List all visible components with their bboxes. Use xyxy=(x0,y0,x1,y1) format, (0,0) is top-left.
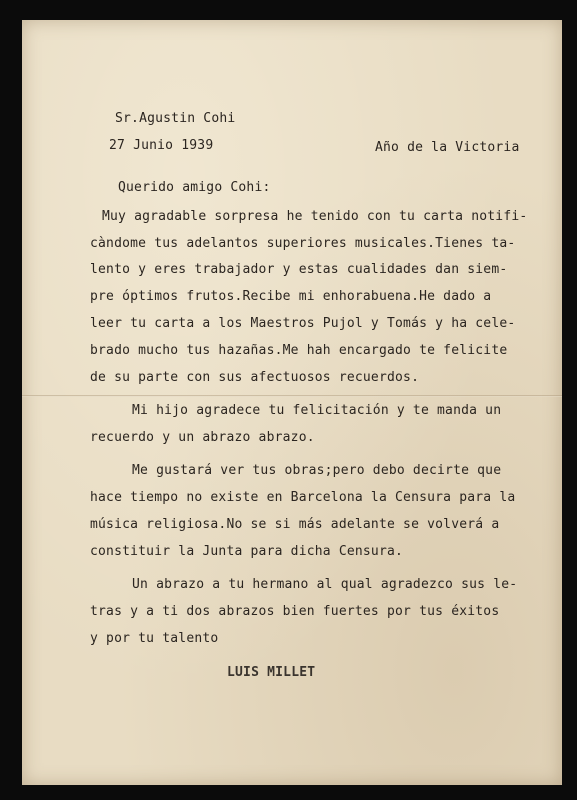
body-line: càndome tus adelantos superiores musicales.Tienes ta- xyxy=(90,236,516,251)
body-line: lento y eres trabajador y estas cualidades dan siem- xyxy=(90,262,508,277)
recipient-line: Sr.Agustin Cohi xyxy=(115,111,236,126)
body-line: Mi hijo agradece tu felicitación y te manda un xyxy=(132,403,502,418)
body-line: hace tiempo no existe en Barcelona la Censura para la xyxy=(90,490,516,505)
letter-date: 27 Junio 1939 xyxy=(109,138,214,153)
letter-page xyxy=(22,20,562,785)
body-line: tras y a ti dos abrazos bien fuertes por tus éxitos xyxy=(90,604,500,619)
body-line: Un abrazo a tu hermano al qual agradezco sus le- xyxy=(132,577,518,592)
body-line: pre óptimos frutos.Recibe mi enhorabuena.He dado a xyxy=(90,289,492,304)
body-line: constituir la Junta para dicha Censura. xyxy=(90,544,404,559)
signature: LUIS MILLET xyxy=(227,665,316,680)
body-line: Muy agradable sorpresa he tenido con tu carta notifi- xyxy=(102,209,528,224)
salutation: Querido amigo Cohi: xyxy=(118,180,271,195)
year-motto: Año de la Victoria xyxy=(375,140,520,155)
body-line: y por tu talento xyxy=(90,631,219,646)
body-line: brado mucho tus hazañas.Me hah encargado te felicite xyxy=(90,343,508,358)
body-line: Me gustará ver tus obras;pero debo decirte que xyxy=(132,463,502,478)
body-line: música religiosa.No se si más adelante se volverá a xyxy=(90,517,500,532)
body-line: recuerdo y un abrazo abrazo. xyxy=(90,430,315,445)
body-line: leer tu carta a los Maestros Pujol y Tomás y ha cele- xyxy=(90,316,516,331)
paper-fold xyxy=(22,395,562,397)
body-line: de su parte con sus afectuosos recuerdos. xyxy=(90,370,420,385)
